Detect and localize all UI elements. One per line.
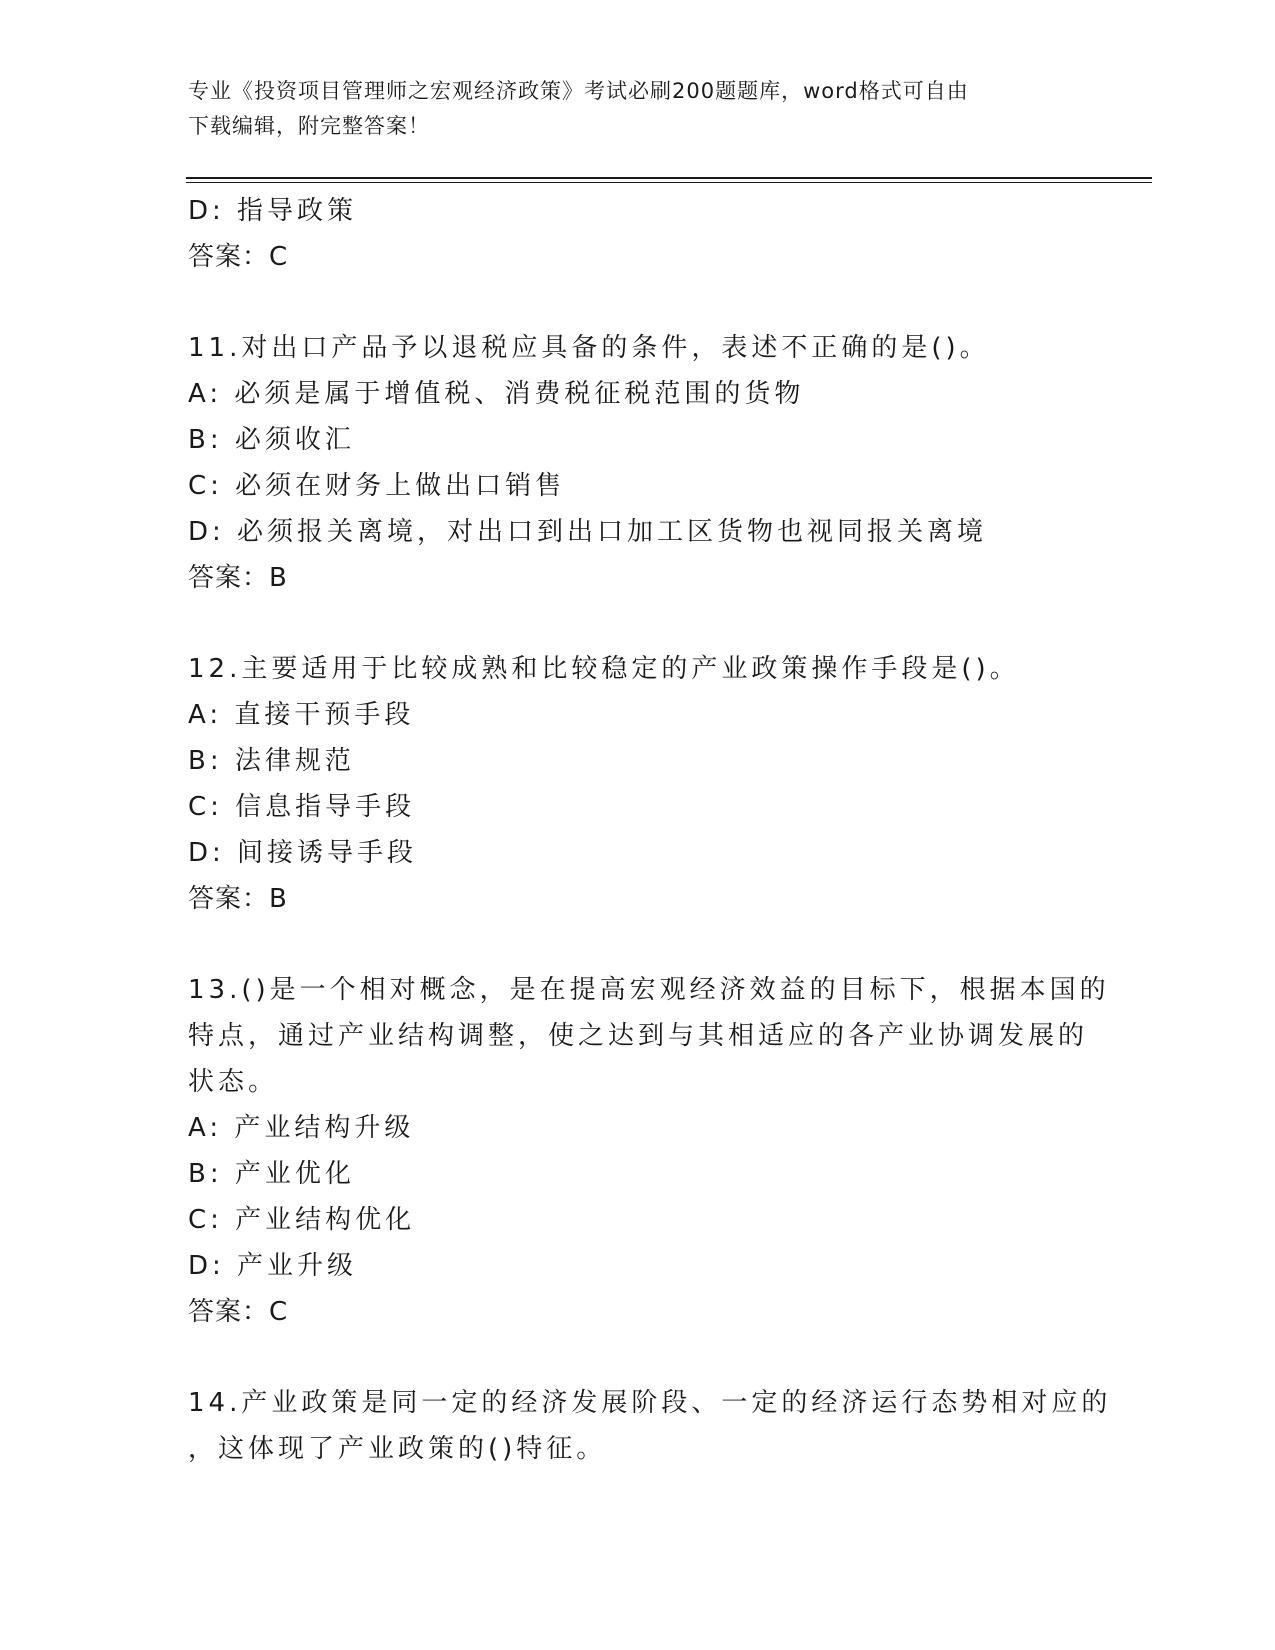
option-b: B: 必须收汇 — [188, 425, 355, 455]
question-stem-line-2: 特点，通过产业结构调整，使之达到与其相适应的各产业协调发展的 — [188, 1021, 1089, 1051]
answer: 答案：B — [188, 884, 288, 914]
question-list — [188, 188, 1112, 1472]
spacer — [188, 1335, 1088, 1380]
question-stem-line-1: 14.产业政策是同一定的经济发展阶段、一定的经济运行态势相对应的 — [188, 1388, 1112, 1418]
option-c: C: 产业结构优化 — [188, 1205, 416, 1235]
question-11 — [188, 325, 1088, 601]
option-d: D: 必须报关离境，对出口到出口加工区货物也视同报关离境 — [188, 517, 988, 547]
option-d: D: 间接诱导手段 — [188, 838, 418, 868]
document-header — [188, 74, 1078, 144]
answer: 答案：C — [188, 1297, 289, 1327]
q10-answer: 答案：C — [188, 242, 289, 272]
question-stem-line-3: 状态。 — [188, 1067, 279, 1097]
option-c: C: 信息指导手段 — [188, 792, 416, 822]
option-d: D: 产业升级 — [188, 1251, 358, 1281]
header-divider-thin — [186, 182, 1152, 183]
question-stem-line-1: 13.()是一个相对概念，是在提高宏观经济效益的目标下，根据本国的 — [188, 975, 1110, 1005]
option-a: A: 必须是属于增值税、消费税征税范围的货物 — [188, 379, 805, 409]
answer: 答案：B — [188, 563, 288, 593]
option-c: C: 必须在财务上做出口销售 — [188, 471, 566, 501]
option-b: B: 产业优化 — [188, 1159, 355, 1189]
question-12 — [188, 646, 1088, 922]
question-14 — [188, 1380, 1112, 1472]
q10-option-d: D: 指导政策 — [188, 196, 358, 226]
spacer — [188, 280, 1088, 325]
question-13 — [188, 967, 1110, 1335]
question-stem: 11.对出口产品予以退税应具备的条件，表述不正确的是()。 — [188, 333, 990, 363]
option-a: A: 产业结构升级 — [188, 1113, 415, 1143]
option-b: B: 法律规范 — [188, 746, 355, 776]
question-stem-line-2: ，这体现了产业政策的()特征。 — [188, 1434, 607, 1464]
header-line-2: 下载编辑，附完整答案！ — [188, 114, 430, 138]
header-line-1: 专业《投资项目管理师之宏观经济政策》考试必刷200题题库，word格式可自由 — [188, 79, 969, 103]
spacer — [188, 601, 1088, 646]
spacer — [188, 922, 1088, 967]
option-a: A: 直接干预手段 — [188, 700, 415, 730]
question-stem: 12.主要适用于比较成熟和比较稳定的产业政策操作手段是()。 — [188, 654, 1020, 684]
header-divider-thick — [186, 177, 1152, 179]
